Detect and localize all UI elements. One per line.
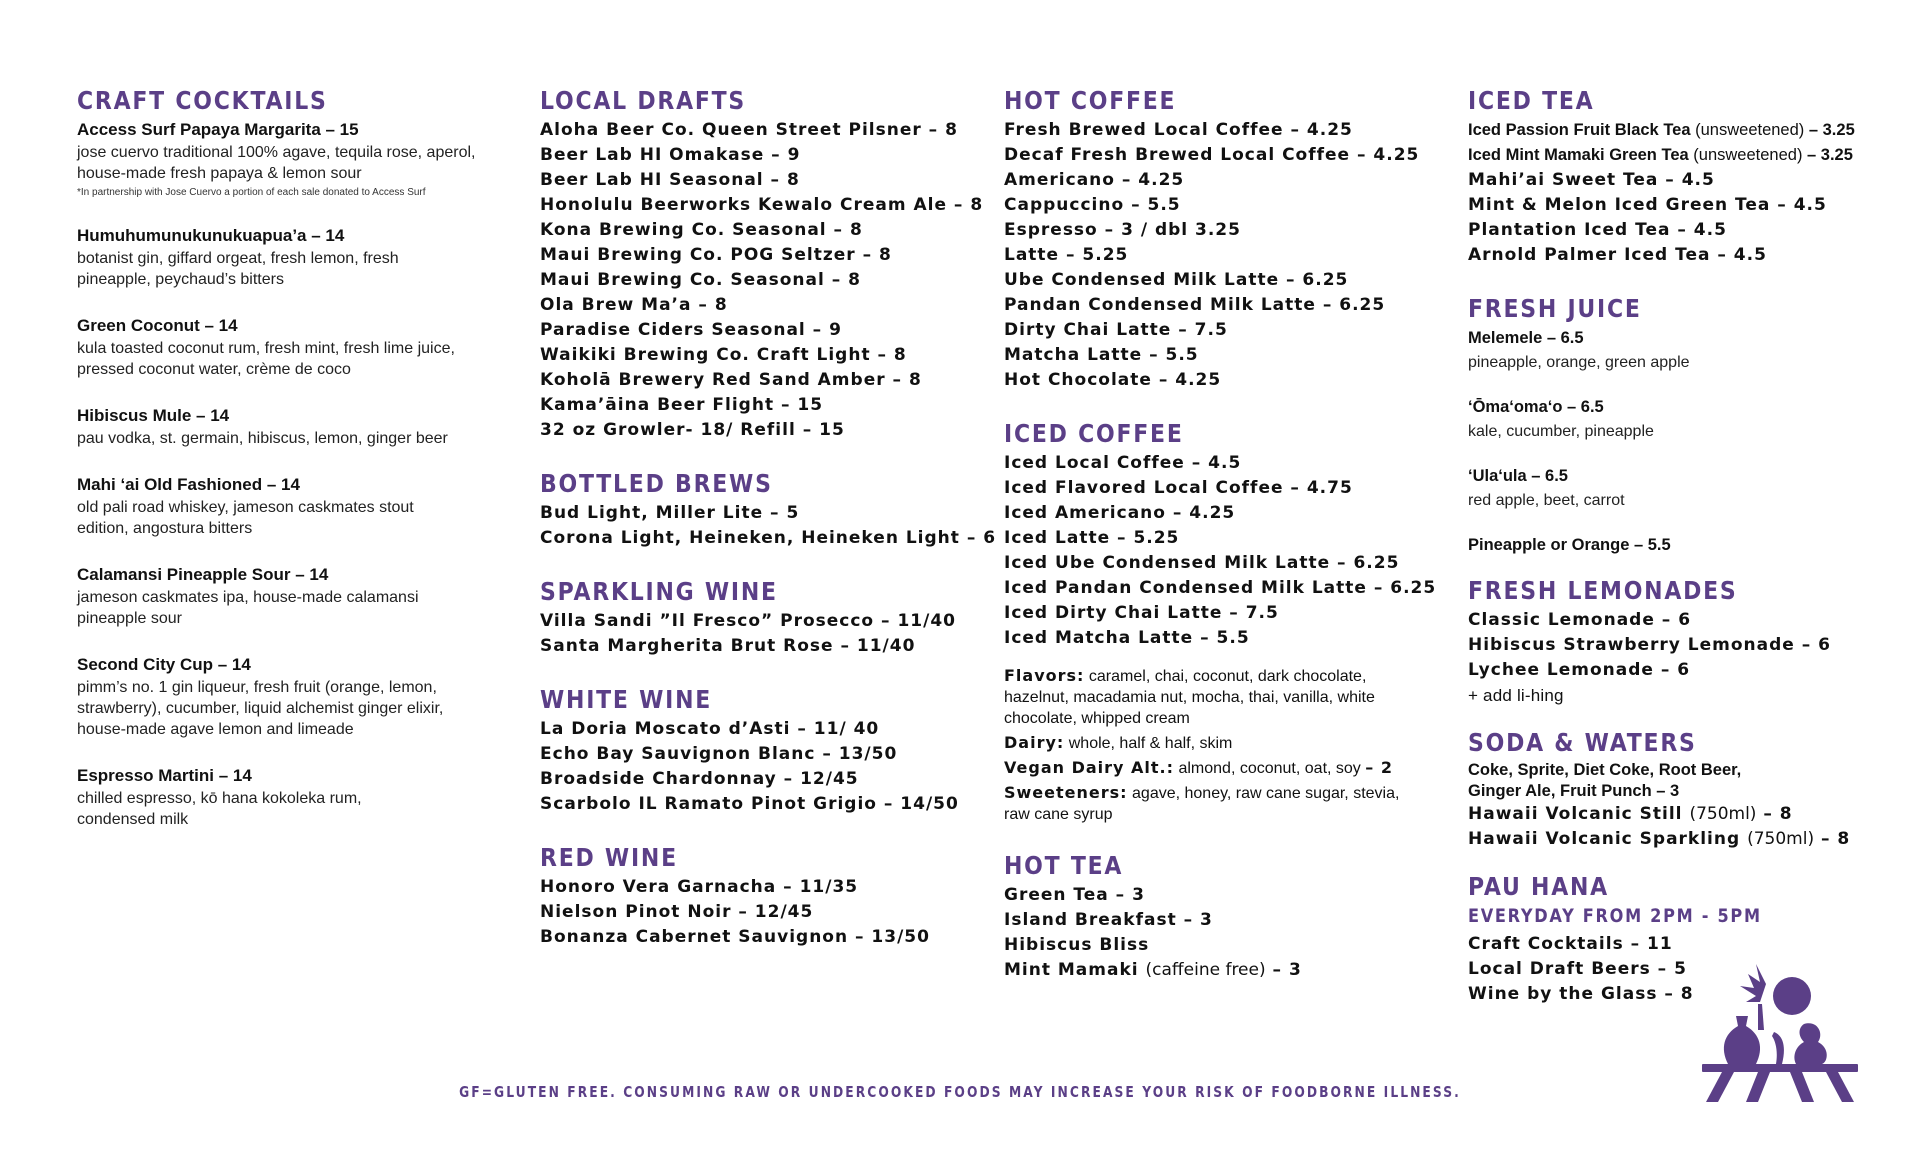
menu-item: Hot Chocolate – 4.25	[1004, 370, 1222, 390]
menu-item: Paradise Ciders Seasonal – 9	[540, 320, 842, 340]
dairy-line	[1004, 732, 1404, 754]
flavors-label: Flavors:	[1004, 666, 1085, 685]
sparkling-price: – 8	[1821, 829, 1851, 849]
menu-item: Mint & Melon Iced Green Tea – 4.5	[1468, 195, 1827, 215]
menu-item	[1468, 802, 1898, 827]
menu-item: Fresh Brewed Local Coffee – 4.25	[1004, 120, 1353, 140]
local-drafts-heading: LOCAL DRAFTS	[540, 86, 747, 115]
menu-item: Hibiscus Bliss	[1004, 935, 1150, 955]
cocktail-desc: kula toasted coconut rum, fresh mint, fresh lime juice, pressed coconut water, crème de coco	[77, 340, 455, 378]
juice-item	[1468, 464, 1898, 513]
cocktail-name: Espresso Martini – 14	[77, 766, 252, 785]
cocktail-item	[77, 314, 497, 380]
dairy-label: Dairy:	[1004, 733, 1065, 752]
iced-tea-heading: ICED TEA	[1468, 86, 1595, 115]
menu-item: Ube Condensed Milk Latte – 6.25	[1004, 270, 1349, 290]
cocktail-name: Calamansi Pineapple Sour – 14	[77, 565, 329, 584]
menu-item: Scarbolo IL Ramato Pinot Grigio – 14/50	[540, 794, 959, 814]
iced-coffee-heading: ICED COFFEE	[1004, 419, 1184, 448]
menu-item: Iced Pandan Condensed Milk Latte – 6.25	[1004, 578, 1437, 598]
menu-item: Iced Latte – 5.25	[1004, 528, 1180, 548]
white-wine-heading: WHITE WINE	[540, 685, 713, 714]
cocktail-name: Green Coconut – 14	[77, 316, 238, 335]
menu-item: 32 oz Growler- 18/ Refill – 15	[540, 420, 845, 440]
menu-item: Beer Lab HI Seasonal – 8	[540, 170, 800, 190]
vegan-text: almond, coconut, oat, soy	[1178, 760, 1361, 777]
cocktail-item	[77, 563, 497, 629]
menu-item: Latte – 5.25	[1004, 245, 1129, 265]
menu-item: Espresso – 3 / dbl 3.25	[1004, 220, 1241, 240]
cocktail-name: Mahi ‘ai Old Fashioned – 14	[77, 475, 300, 494]
sparkling-size: (750ml)	[1747, 829, 1815, 849]
flavors-text: caramel, chai, coconut, dark chocolate, hazelnut, macadamia nut, mocha, thai, vanilla, white chocolate, whipped cream	[1004, 668, 1375, 727]
dairy-text: whole, half & half, skim	[1068, 735, 1233, 752]
juice-desc: pineapple, orange, green apple	[1468, 354, 1690, 371]
fresh-lemonades-section	[1468, 576, 1898, 708]
cocktail-item	[77, 473, 497, 539]
soda-line: Coke, Sprite, Diet Coke, Root Beer,	[1468, 761, 1742, 779]
menu-item: La Doria Moscato d’Asti – 11/ 40	[540, 719, 880, 739]
menu-item: Americano – 4.25	[1004, 170, 1185, 190]
iced-coffee-section	[1004, 419, 1444, 651]
menu-item: Cappuccino – 5.5	[1004, 195, 1181, 215]
bottled-brews-heading: BOTTLED BREWS	[540, 469, 773, 498]
menu-item: Arnold Palmer Iced Tea – 4.5	[1468, 245, 1767, 265]
hot-tea-heading: HOT TEA	[1004, 851, 1124, 880]
cocktail-name: Hibiscus Mule – 14	[77, 406, 230, 425]
iced-tea-section	[1468, 86, 1898, 268]
cocktail-desc: pau vodka, st. germain, hibiscus, lemon, ginger beer	[77, 430, 448, 447]
menu-item: Iced Ube Condensed Milk Latte – 6.25	[1004, 553, 1400, 573]
menu-item: Nielson Pinot Noir – 12/45	[540, 902, 814, 922]
cocktail-item	[77, 224, 497, 290]
menu-item: Bonanza Cabernet Sauvignon – 13/50	[540, 927, 930, 947]
menu-item: Lychee Lemonade – 6	[1468, 660, 1691, 680]
menu-item: Beer Lab HI Omakase – 9	[540, 145, 801, 165]
menu-item: Aloha Beer Co. Queen Street Pilsner – 8	[540, 120, 958, 140]
menu-item: Iced Matcha Latte – 5.5	[1004, 628, 1250, 648]
lemonade-addon: + add li-hing	[1468, 686, 1564, 705]
menu-item	[1468, 143, 1898, 168]
cocktail-item	[77, 404, 497, 449]
cocktail-name: Access Surf Papaya Margarita – 15	[77, 120, 359, 139]
cocktail-item	[77, 653, 497, 740]
hot-coffee-heading: HOT COFFEE	[1004, 86, 1177, 115]
allergen-disclaimer: GF=GLUTEN FREE. CONSUMING RAW OR UNDERCOOKED FOODS MAY INCREASE YOUR RISK OF FOODBORNE ILLNESS.	[459, 1083, 1461, 1101]
menu-item: Local Draft Beers – 5	[1468, 959, 1687, 979]
menu-item: Craft Cocktails – 11	[1468, 934, 1673, 954]
still-price: – 8	[1763, 804, 1793, 824]
menu-item: Broadside Chardonnay – 12/45	[540, 769, 859, 789]
juice-item	[1468, 395, 1898, 444]
cocktail-item	[77, 118, 497, 200]
vegan-label: Vegan Dairy Alt.:	[1004, 758, 1175, 777]
menu-item: Wine by the Glass – 8	[1468, 984, 1694, 1004]
menu-item: Kama’āina Beer Flight – 15	[540, 395, 824, 415]
menu-item: Villa Sandi ”Il Fresco” Prosecco – 11/40	[540, 611, 956, 631]
menu-item	[1468, 118, 1898, 143]
red-wine-section	[540, 843, 980, 950]
craft-cocktails-heading: CRAFT COCKTAILS	[77, 86, 328, 115]
cafe-logo-icon	[1700, 960, 1860, 1102]
hot-coffee-section	[1004, 86, 1444, 393]
cocktail-name: Humuhumunukunukuapua’a – 14	[77, 226, 345, 245]
addons-section	[1004, 665, 1404, 825]
menu-item: Island Breakfast – 3	[1004, 910, 1213, 930]
mint-mamaki-name: Mint Mamaki	[1004, 960, 1139, 980]
sweeteners-text: agave, honey, raw cane sugar, stevia, raw cane syrup	[1004, 785, 1400, 823]
soda-waters-section	[1468, 728, 1898, 852]
soda-waters-heading: SODA & WATERS	[1468, 728, 1697, 757]
local-drafts-section	[540, 86, 984, 443]
menu-item: Iced Americano – 4.25	[1004, 503, 1236, 523]
red-wine-heading: RED WINE	[540, 843, 678, 872]
menu-item: Koholā Brewery Red Sand Amber – 8	[540, 370, 922, 390]
juice-name: ‘Ōma‘oma‘o – 6.5	[1468, 398, 1604, 416]
fresh-lemonades-heading: FRESH LEMONADES	[1468, 576, 1738, 605]
cocktail-desc: old pali road whiskey, jameson caskmates stout edition, angostura bitters	[77, 499, 414, 537]
cocktail-desc: jose cuervo traditional 100% agave, tequila rose, aperol, house-made fresh papaya & lemon sour	[77, 144, 476, 182]
fresh-juice-section	[1468, 294, 1898, 558]
juice-desc: red apple, beet, carrot	[1468, 492, 1625, 509]
mint-mamaki-note: (caffeine free)	[1145, 960, 1266, 980]
sparkling-name: Hawaii Volcanic Sparkling	[1468, 829, 1741, 849]
juice-item	[1468, 533, 1898, 558]
juice-name: Pineapple or Orange – 5.5	[1468, 536, 1671, 554]
cocktails-column	[77, 86, 497, 854]
coffee-column	[1004, 86, 1444, 1009]
menu-item: Honoro Vera Garnacha – 11/35	[540, 877, 859, 897]
menu-item: Santa Margherita Brut Rose – 11/40	[540, 636, 916, 656]
menu-item: Plantation Iced Tea – 4.5	[1468, 220, 1727, 240]
hot-tea-section	[1004, 851, 1444, 983]
menu-item: Hibiscus Strawberry Lemonade – 6	[1468, 635, 1831, 655]
cocktail-desc: botanist gin, giffard orgeat, fresh lemon, fresh pineapple, peychaud’s bitters	[77, 250, 399, 288]
cocktail-name: Second City Cup – 14	[77, 655, 251, 674]
menu-item: Waikiki Brewing Co. Craft Light – 8	[540, 345, 907, 365]
menu-item: Echo Bay Sauvignon Blanc – 13/50	[540, 744, 898, 764]
cocktail-desc: jameson caskmates ipa, house-made calamansi pineapple sour	[77, 589, 419, 627]
passion-tea-name: Iced Passion Fruit Black Tea	[1468, 121, 1691, 139]
juice-item	[1468, 326, 1898, 375]
menu-item	[1004, 958, 1444, 983]
fresh-juice-heading: FRESH JUICE	[1468, 294, 1642, 323]
menu-item: Corona Light, Heineken, Heineken Light – 6	[540, 528, 997, 548]
still-size: (750ml)	[1689, 804, 1757, 824]
pau-hana-subtitle: EVERYDAY FROM 2PM - 5PM	[1468, 905, 1762, 927]
menu-item: Honolulu Beerworks Kewalo Cream Ale – 8	[540, 195, 984, 215]
menu-item: Iced Dirty Chai Latte – 7.5	[1004, 603, 1279, 623]
juice-desc: kale, cucumber, pineapple	[1468, 423, 1654, 440]
still-name: Hawaii Volcanic Still	[1468, 804, 1683, 824]
cocktail-desc: chilled espresso, kō hana kokoleka rum, condensed milk	[77, 790, 362, 828]
menu-item: Maui Brewing Co. Seasonal – 8	[540, 270, 861, 290]
menu-item: Iced Local Coffee – 4.5	[1004, 453, 1242, 473]
cocktail-desc: pimm’s no. 1 gin liqueur, fresh fruit (orange, lemon, strawberry), cucumber, liquid alchemist ginger elixir, house-made agave lemon and limeade	[77, 679, 444, 738]
vegan-price: – 2	[1365, 758, 1393, 777]
passion-tea-price: – 3.25	[1808, 121, 1855, 139]
soda-line: Ginger Ale, Fruit Punch – 3	[1468, 782, 1680, 800]
menu-item: Green Tea – 3	[1004, 885, 1145, 905]
menu-item: Pandan Condensed Milk Latte – 6.25	[1004, 295, 1386, 315]
cocktail-note: *In partnership with Jose Cuervo a portion of each sale donated to Access Surf	[77, 187, 426, 198]
menu-item: Bud Light, Miller Lite – 5	[540, 503, 800, 523]
flavors-line	[1004, 665, 1404, 729]
menu-item: Maui Brewing Co. POG Seltzer – 8	[540, 245, 892, 265]
menu-item: Dirty Chai Latte – 7.5	[1004, 320, 1228, 340]
white-wine-section	[540, 685, 980, 817]
menu-item	[1468, 827, 1898, 852]
sweeteners-label: Sweeteners:	[1004, 783, 1128, 802]
pau-hana-heading: PAU HANA	[1468, 872, 1609, 901]
menu-item: Iced Flavored Local Coffee – 4.75	[1004, 478, 1353, 498]
menu-item: Classic Lemonade – 6	[1468, 610, 1692, 630]
sparkling-wine-section	[540, 577, 980, 659]
beer-wine-column	[540, 86, 997, 976]
menu-item: Ola Brew Ma’a – 8	[540, 295, 728, 315]
mamaki-tea-name: Iced Mint Mamaki Green Tea	[1468, 146, 1689, 164]
mamaki-tea-price: – 3.25	[1807, 146, 1853, 164]
bottled-brews-section	[540, 469, 997, 551]
sparkling-wine-heading: SPARKLING WINE	[540, 577, 778, 606]
tea-juice-column	[1468, 86, 1898, 1033]
cocktail-item	[77, 764, 497, 830]
juice-name: ‘Ula‘ula – 6.5	[1468, 467, 1568, 485]
menu-item: Matcha Latte – 5.5	[1004, 345, 1199, 365]
passion-tea-note: (unsweetened)	[1695, 121, 1805, 139]
menu-item: Mahi’ai Sweet Tea – 4.5	[1468, 170, 1715, 190]
sweeteners-line	[1004, 782, 1404, 825]
vegan-line	[1004, 757, 1404, 779]
menu-item: Kona Brewing Co. Seasonal – 8	[540, 220, 863, 240]
mamaki-tea-note: (unsweetened)	[1693, 146, 1803, 164]
mint-mamaki-price: – 3	[1272, 960, 1302, 980]
juice-name: Melemele – 6.5	[1468, 329, 1584, 347]
menu-item: Decaf Fresh Brewed Local Coffee – 4.25	[1004, 145, 1420, 165]
